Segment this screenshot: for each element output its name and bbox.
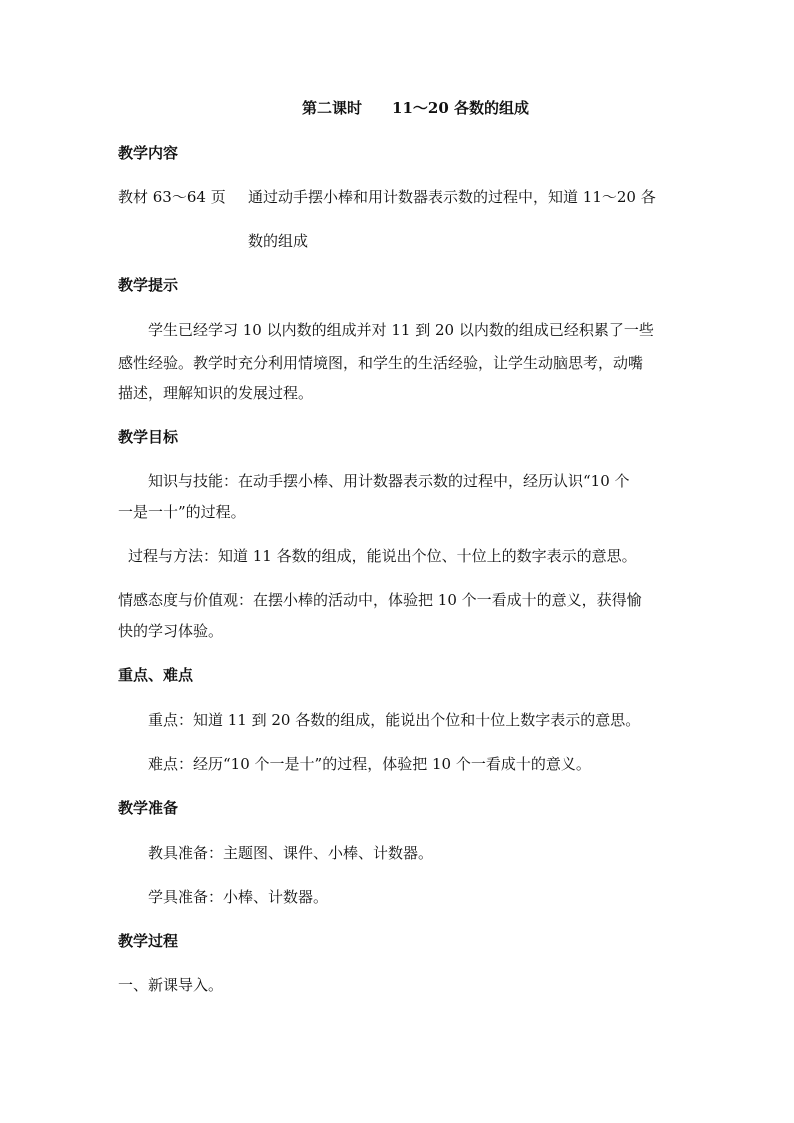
heading-process: 教学过程 — [118, 932, 179, 950]
hint-line3: 描述，理解知识的发展过程。 — [118, 384, 314, 402]
key-point: 重点：知道 11 到 20 各数的组成，能说出个位和十位上数字表示的意思。 — [148, 711, 641, 729]
hint-line1: 学生已经学习 10 以内数的组成并对 11 到 20 以内数的组成已经积累了一些 — [148, 321, 654, 339]
process-step1: 一、新课导入。 — [118, 976, 224, 994]
goal-process: 过程与方法：知道 11 各数的组成，能说出个位、十位上的数字表示的意思。 — [128, 547, 637, 565]
heading-hint: 教学提示 — [118, 276, 179, 294]
content-desc-line1: 通过动手摆小棒和用计数器表示数的过程中，知道 11～20 各 — [248, 188, 656, 206]
prep-teacher: 教具准备：主题图、课件、小棒、计数器。 — [148, 844, 434, 862]
heading-goals: 教学目标 — [118, 428, 179, 446]
lesson-label: 第二课时 — [302, 99, 363, 117]
heading-prep: 教学准备 — [118, 799, 179, 817]
goal-emotion-line1: 情感态度与价值观：在摆小棒的活动中，体验把 10 个一看成十的意义，获得愉 — [118, 591, 642, 609]
difficult-point: 难点：经历“10 个一是十”的过程，体验把 10 个一看成十的意义。 — [148, 755, 591, 773]
goal-emotion-line2: 快的学习体验。 — [118, 622, 224, 640]
content-pages: 教材 63～64 页 — [118, 188, 226, 206]
lesson-topic: 11～20 各数的组成 — [392, 99, 529, 117]
page-title — [302, 98, 529, 118]
heading-content: 教学内容 — [118, 144, 179, 162]
goal-knowledge-line2: 一是一十”的过程。 — [118, 503, 246, 521]
heading-key-points: 重点、难点 — [118, 666, 194, 684]
prep-student: 学具准备：小棒、计数器。 — [148, 888, 329, 906]
hint-line2: 感性经验。教学时充分利用情境图，和学生的生活经验，让学生动脑思考，动嘴 — [118, 354, 644, 372]
goal-knowledge-line1: 知识与技能：在动手摆小棒、用计数器表示数的过程中，经历认识“10 个 — [148, 472, 630, 490]
content-desc-line2: 数的组成 — [248, 232, 309, 250]
